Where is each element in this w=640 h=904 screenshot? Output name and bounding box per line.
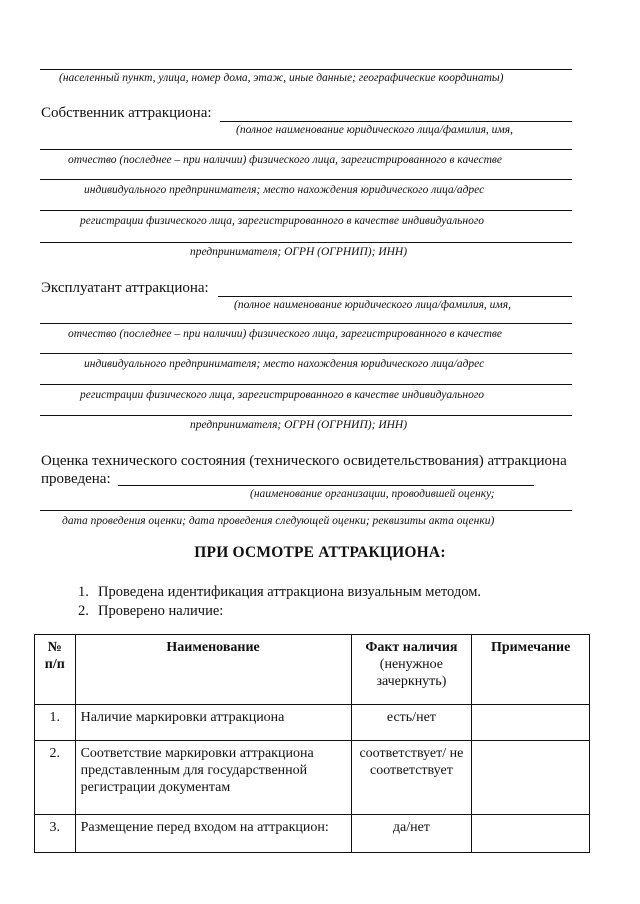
row-fact: да/нет bbox=[351, 815, 472, 853]
row-num: 2. bbox=[35, 741, 76, 815]
row-name: Наличие маркировки аттракциона bbox=[75, 705, 351, 741]
row-note bbox=[472, 815, 590, 853]
owner-caption-5: предпринимателя; ОГРН (ОГРНИП); ИНН) bbox=[190, 246, 408, 258]
operator-field-line bbox=[218, 296, 572, 297]
assessment-field-line bbox=[118, 485, 534, 486]
table-row bbox=[35, 741, 590, 815]
row-name: Размещение перед входом на аттракцион: bbox=[75, 815, 351, 853]
header-num-line1: № bbox=[47, 640, 62, 655]
header-note: Примечание bbox=[472, 635, 590, 705]
table-header-row bbox=[35, 635, 590, 705]
operator-caption-3: индивидуального предпринимателя; место нахождения юридического лица/адрес bbox=[84, 358, 485, 370]
operator-label: Эксплуатант аттракциона: bbox=[41, 280, 209, 296]
table-row bbox=[35, 705, 590, 741]
list-item bbox=[78, 602, 481, 621]
inspection-heading: ПРИ ОСМОТРЕ АТТРАКЦИОНА: bbox=[194, 544, 446, 561]
assessment-caption-1: (наименование организации, проводившей оценку; bbox=[250, 488, 495, 500]
operator-line-2 bbox=[40, 323, 572, 324]
header-num-line2: п/п bbox=[44, 657, 65, 672]
owner-line-5 bbox=[40, 242, 572, 243]
owner-caption-3: индивидуального предпринимателя; место нахождения юридического лица/адрес bbox=[84, 184, 485, 196]
owner-field-line bbox=[220, 121, 572, 122]
assessment-line-2 bbox=[40, 510, 572, 511]
location-caption: (населенный пункт, улица, номер дома, этаж, иные данные; географические координаты) bbox=[59, 72, 504, 84]
operator-caption-1: (полное наименование юридического лица/фамилия, имя, bbox=[234, 299, 511, 311]
list-item-number: 2. bbox=[78, 603, 89, 619]
header-num bbox=[35, 635, 76, 705]
row-fact: соответствует/ не соответствует bbox=[351, 741, 472, 815]
operator-caption-4: регистрации физического лица, зарегистрированного в качестве индивидуального bbox=[80, 389, 485, 401]
operator-line-4 bbox=[40, 384, 572, 385]
operator-caption-2: отчество (последнее – при наличии) физического лица, зарегистрированного в качестве bbox=[68, 328, 503, 340]
list-item-number: 1. bbox=[78, 584, 89, 600]
inspection-table bbox=[34, 634, 590, 853]
owner-line-3 bbox=[40, 179, 572, 180]
row-num: 3. bbox=[35, 815, 76, 853]
row-num: 1. bbox=[35, 705, 76, 741]
header-fact-note: (ненужное зачеркнуть) bbox=[376, 657, 447, 689]
operator-line-5 bbox=[40, 415, 572, 416]
owner-line-2 bbox=[40, 149, 572, 150]
list-item-text: Проверено наличие: bbox=[98, 603, 224, 619]
row-name: Соответствие маркировки аттракциона представленным для государственной регистрации документам bbox=[75, 741, 351, 815]
row-fact: есть/нет bbox=[351, 705, 472, 741]
owner-label: Собственник аттракциона: bbox=[41, 105, 212, 121]
header-name: Наименование bbox=[75, 635, 351, 705]
assessment-caption-2: дата проведения оценки; дата проведения следующей оценки; реквизиты акта оценки) bbox=[62, 515, 495, 527]
inspection-list bbox=[78, 583, 481, 621]
assessment-text-2: проведена: bbox=[41, 471, 111, 487]
owner-caption-1: (полное наименование юридического лица/фамилия, имя, bbox=[236, 124, 513, 136]
header-fact-title: Факт наличия bbox=[365, 640, 458, 655]
owner-caption-2: отчество (последнее – при наличии) физического лица, зарегистрированного в качестве bbox=[68, 154, 503, 166]
row-note bbox=[472, 741, 590, 815]
owner-caption-4: регистрации физического лица, зарегистрированного в качестве индивидуального bbox=[80, 215, 485, 227]
header-fact bbox=[351, 635, 472, 705]
location-line bbox=[40, 69, 572, 70]
assessment-text-1: Оценка технического состояния (технического освидетельствования) аттракциона bbox=[41, 453, 567, 469]
operator-line-3 bbox=[40, 353, 572, 354]
row-note bbox=[472, 705, 590, 741]
owner-line-4 bbox=[40, 210, 572, 211]
list-item-text: Проведена идентификация аттракциона визуальным методом. bbox=[98, 584, 482, 600]
operator-caption-5: предпринимателя; ОГРН (ОГРНИП); ИНН) bbox=[190, 419, 408, 431]
list-item bbox=[78, 583, 481, 602]
table-row bbox=[35, 815, 590, 853]
